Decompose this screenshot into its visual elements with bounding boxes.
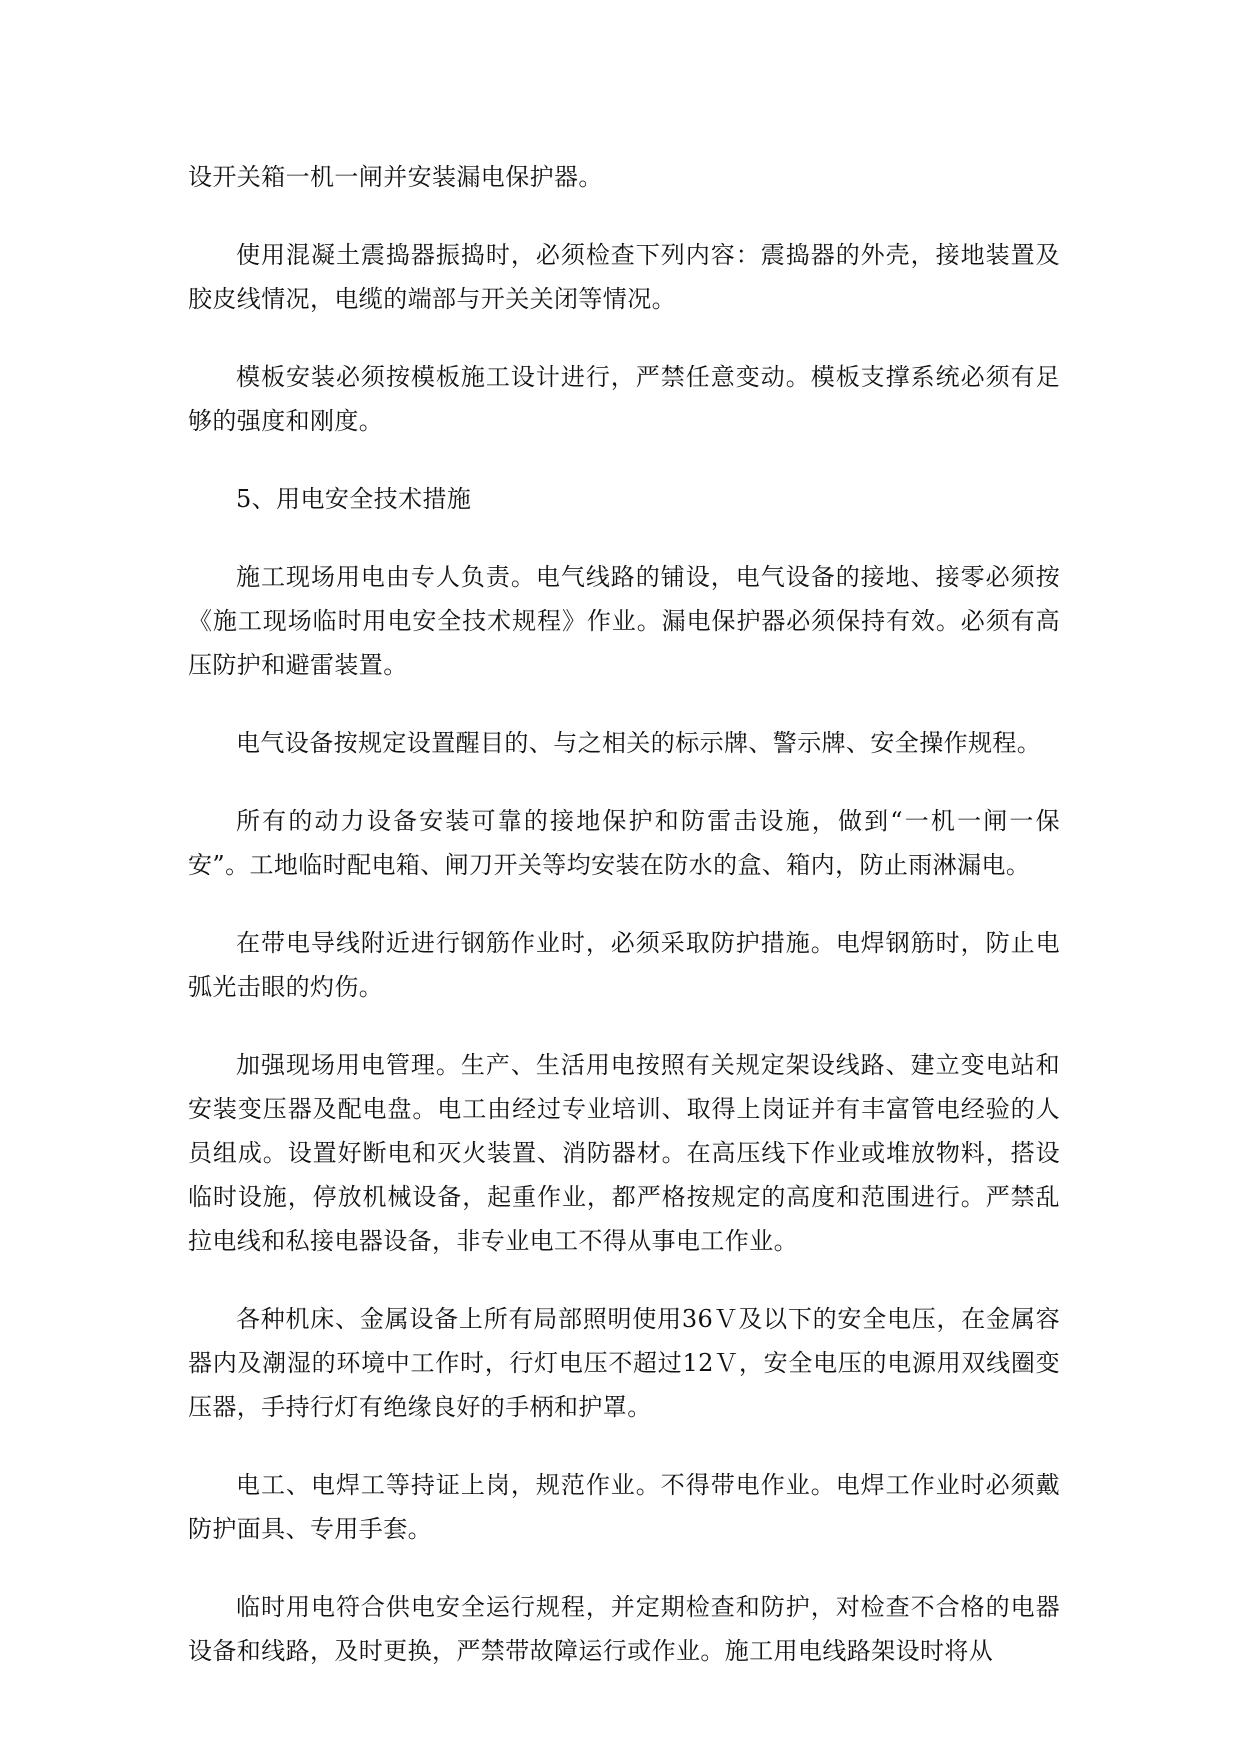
paragraph-management: 加强现场用电管理。生产、生活用电按照有关规定架设线路、建立变电站和安装变压器及配电盘。电工由经过专业培训、取得上岗证并有丰富管电经验的人员组成。设置好断电和灭火装置、消防器材。在高压线下作业或堆放物料，搭设临时设施，停放机械设备，起重作业，都严格按规定的高度和范围进行。严禁乱拉电线和私接电器设备，非专业电工不得从事电工作业。 (188, 1051, 1060, 1255)
paragraph-grounding: 所有的动力设备安装可靠的接地保护和防雷击设施，做到“一机一闸一保安”。工地临时配电箱、闸刀开关等均安装在防水的盒、箱内，防止雨淋漏电。 (188, 807, 1060, 879)
paragraph-safety-voltage: 各种机床、金属设备上所有局部照明使用36Ｖ及以下的安全电压，在金属容器内及潮湿的环境中工作时，行灯电压不超过12Ｖ，安全电压的电源用双线圈变压器，手持行灯有绝缘良好的手柄和护罩。 (188, 1305, 1060, 1421)
document-page (188, 155, 1060, 1707)
paragraph-rebar-work: 在带电导线附近进行钢筋作业时，必须采取防护措施。电焊钢筋时，防止电弧光击眼的灼伤。 (188, 929, 1060, 1001)
paragraph-vibrator-check: 使用混凝土震捣器振捣时，必须检查下列内容：震捣器的外壳，接地装置及胶皮线情况，电缆的端部与开关关闭等情况。 (188, 241, 1060, 313)
paragraph-signage: 电气设备按规定设置醒目的、与之相关的标示牌、警示牌、安全操作规程。 (236, 729, 1042, 757)
paragraph-switchbox: 设开关箱一机一闸并安装漏电保护器。 (188, 163, 603, 191)
paragraph-formwork: 模板安装必须按模板施工设计进行，严禁任意变动。模板支撑系统必须有足够的强度和刚度。 (188, 363, 1060, 435)
paragraph-certified-workers: 电工、电焊工等持证上岗，规范作业。不得带电作业。电焊工作业时必须戴防护面具、专用手套。 (188, 1471, 1060, 1543)
section-heading-electrical-safety: 5、用电安全技术措施 (236, 485, 472, 513)
paragraph-temporary-power: 临时用电符合供电安全运行规程，并定期检查和防护，对检查不合格的电器设备和线路，及时更换，严禁带故障运行或作业。施工用电线路架设时将从 (188, 1593, 1060, 1665)
paragraph-site-electricity: 施工现场用电由专人负责。电气线路的铺设，电气设备的接地、接零必须按《施工现场临时用电安全技术规程》作业。漏电保护器必须保持有效。必须有高压防护和避雷装置。 (188, 563, 1060, 679)
